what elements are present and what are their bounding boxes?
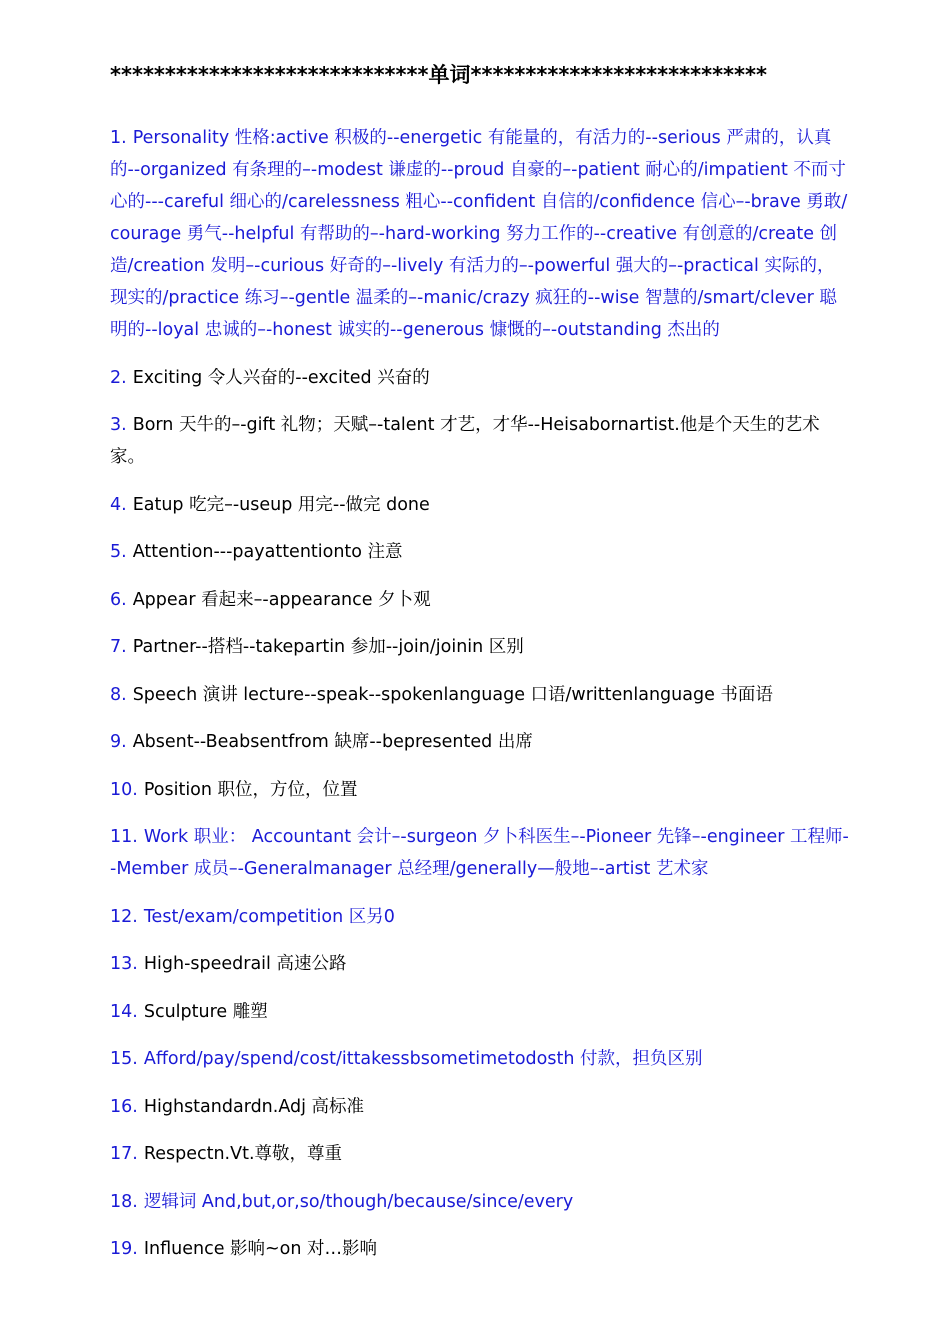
item-number: 19. xyxy=(110,1239,138,1259)
item-number: 7. xyxy=(110,637,127,657)
item-text: High-speedrail 高速公路 xyxy=(143,954,347,974)
item-text: Appear 看起来–-appearance 夕卜观 xyxy=(132,589,431,610)
vocabulary-heading: *****************************单词*************************** xyxy=(110,63,767,87)
document-page xyxy=(110,60,850,1281)
item-text: Afford/pay/spend/cost/ittakessbsometimetodosth 付款，担负区别 xyxy=(143,1049,703,1069)
list-item xyxy=(110,774,850,806)
item-text: Attention---payattentionto 注意 xyxy=(132,542,403,562)
item-number: 4. xyxy=(110,494,127,515)
item-number: 15. xyxy=(110,1049,138,1069)
item-text: Absent--Beabsentfrom 缺席--bepresented 出席 xyxy=(132,732,533,752)
item-number: 1. xyxy=(110,128,127,148)
item-text: Respectn.Vt.尊敬，尊重 xyxy=(143,1144,343,1164)
item-number: 9. xyxy=(110,732,127,752)
item-number: 14. xyxy=(110,1001,138,1022)
list-item xyxy=(110,996,850,1028)
item-number: 6. xyxy=(110,589,127,610)
item-number: 11. xyxy=(110,827,138,847)
list-item xyxy=(110,584,850,616)
item-number: 18. xyxy=(110,1191,138,1212)
item-number: 3. xyxy=(110,415,127,435)
item-text: Highstandardn.Adj 高标准 xyxy=(143,1096,365,1117)
item-number: 2. xyxy=(110,367,127,388)
list-item xyxy=(110,536,850,568)
list-item xyxy=(110,1091,850,1123)
item-text: Exciting 令人兴奋的--excited 兴奋的 xyxy=(132,367,430,388)
item-text: Sculpture 雕塑 xyxy=(143,1001,268,1022)
item-number: 13. xyxy=(110,954,138,974)
item-number: 8. xyxy=(110,684,127,705)
item-number: 12. xyxy=(110,906,138,927)
list-item xyxy=(110,1043,850,1075)
list-item xyxy=(110,726,850,758)
item-text: Position 职位，方位，位置 xyxy=(143,779,358,800)
list-item xyxy=(110,489,850,521)
item-number: 10. xyxy=(110,779,138,800)
list-item xyxy=(110,1138,850,1170)
list-item xyxy=(110,122,850,346)
item-number: 16. xyxy=(110,1096,138,1117)
list-item xyxy=(110,948,850,980)
item-number: 17. xyxy=(110,1144,138,1164)
item-text: Partner--搭档--takepartin 参加--join/joinin 区别 xyxy=(132,637,524,657)
list-item xyxy=(110,679,850,711)
list-item xyxy=(110,901,850,933)
list-item xyxy=(110,1186,850,1218)
vocabulary-list xyxy=(110,122,850,1265)
item-text: 逻辑词 And,but,or,so/though/because/since/every xyxy=(143,1191,574,1212)
list-item xyxy=(110,631,850,663)
list-item xyxy=(110,1233,850,1265)
item-text: Born 天牛的–-gift 礼物；天赋–-talent 才艺，才华--Heisabornartist.他是个天生的艺术家。 xyxy=(110,415,820,467)
item-text: Eatup 吃完–-useup 用完--做完 done xyxy=(132,494,430,515)
item-text: Speech 演讲 lecture--speak--spokenlanguage 口语/writtenlanguage 书面语 xyxy=(132,684,773,705)
list-item xyxy=(110,821,850,885)
item-text: Test/exam/competition 区另0 xyxy=(143,906,395,927)
list-item xyxy=(110,362,850,394)
item-number: 5. xyxy=(110,542,127,562)
list-item xyxy=(110,409,850,473)
item-text: Influence 影响~on 对…影响 xyxy=(143,1239,378,1259)
item-text: Personality 性格:active 积极的--energetic 有能量的，有活力的--serious 严肃的，认真的--organized 有条理的–-modest 谦虚的--proud 自豪的–-patient 耐心的/impatient 不而寸心的---careful 细心的/carelessness 粗心--confident 自信的/confidence 信心–-brave 勇敢/courage 勇气--helpful 有帮助的–-hard-working 努力工作的--creative 有创意的/create 创造/creation 发明–-curious 好奇的–-lively 有活力的–-powerful 强大的–-practical 实际的，现实的/practice 练习–-gentle 温柔的–-manic/crazy 疯狂的--wise 智慧的/smart/clever 聪明的--loyal 忠诚的–-honest 诚实的--generous 慷慨的–-outstanding 杰出的 xyxy=(110,128,848,340)
item-text: Work 职业： Accountant 会计–-surgeon 夕卜科医生–-Pioneer 先锋–-engineer 工程师--Member 成员–-Generalmanager 总经理/generally—般地–-artist 艺术家 xyxy=(110,827,849,879)
